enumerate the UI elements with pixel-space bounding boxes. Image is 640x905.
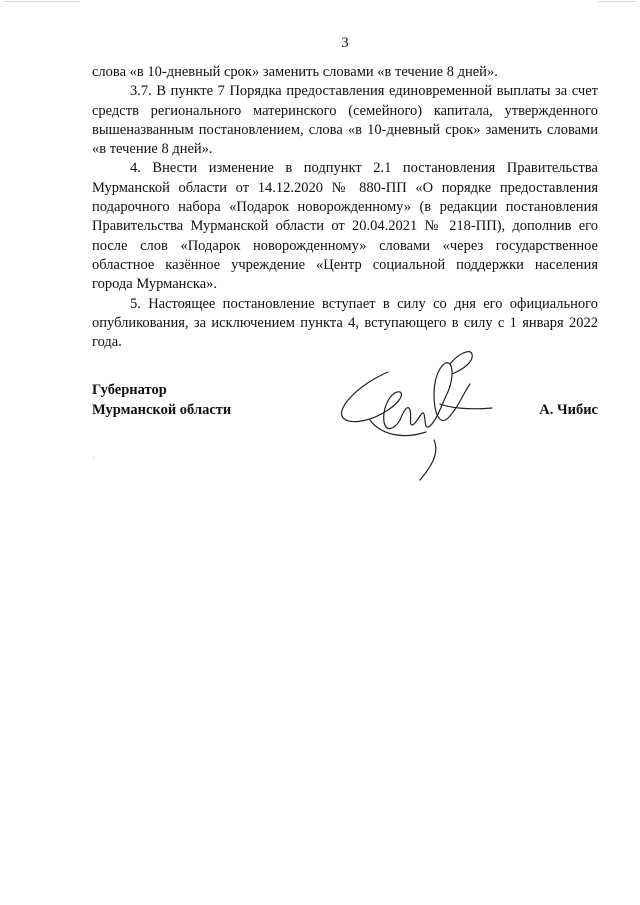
handwritten-signature [330,344,505,484]
scan-speck [93,457,94,458]
paragraph-5: 5. Настоящее постановление вступает в силу со дня его официального опубликования, за исключением пункта 4, вступающего в силу с 1 января 2022 года. [92,295,598,351]
signer-title [92,380,231,420]
paragraph-3-7: 3.7. В пункте 7 Порядка предоставления единовременной выплаты за счет средств регионального материнского (семейного) капитала, утвержденного вышеназванным постановлением, слова «в 10-дневный срок» заменить словами «в течение 8 дней». [92,83,598,158]
scan-edge-marks [0,0,640,4]
scan-edge-mark-right [598,1,636,2]
signer-title-line-1: Губернатор [92,382,167,398]
signer-title-line-2: Мурманской области [92,402,232,418]
document-body [92,63,598,352]
signer-name: А. Чибис [539,402,598,418]
page-number: 3 [341,35,349,51]
paragraph-continuation: слова «в 10-дневный срок» заменить словами «в течение 8 дней». [92,64,498,80]
scan-edge-mark-left [4,1,80,2]
paragraph-4: 4. Внести изменение в подпункт 2.1 постановления Правительства Мурманской области от 14.12.2020 № 880-ПП «О порядке предоставления подарочного набора «Подарок новорожденному» (в редакции постановления Правительства Мурманской области от 20.04.2021 № 218-ПП), дополнив его после слов «Подарок новорожденному» словами «через государственное областное казённое учреждение «Центр социальной поддержки населения города Мурманска». [92,160,598,293]
signature-block [92,380,598,500]
